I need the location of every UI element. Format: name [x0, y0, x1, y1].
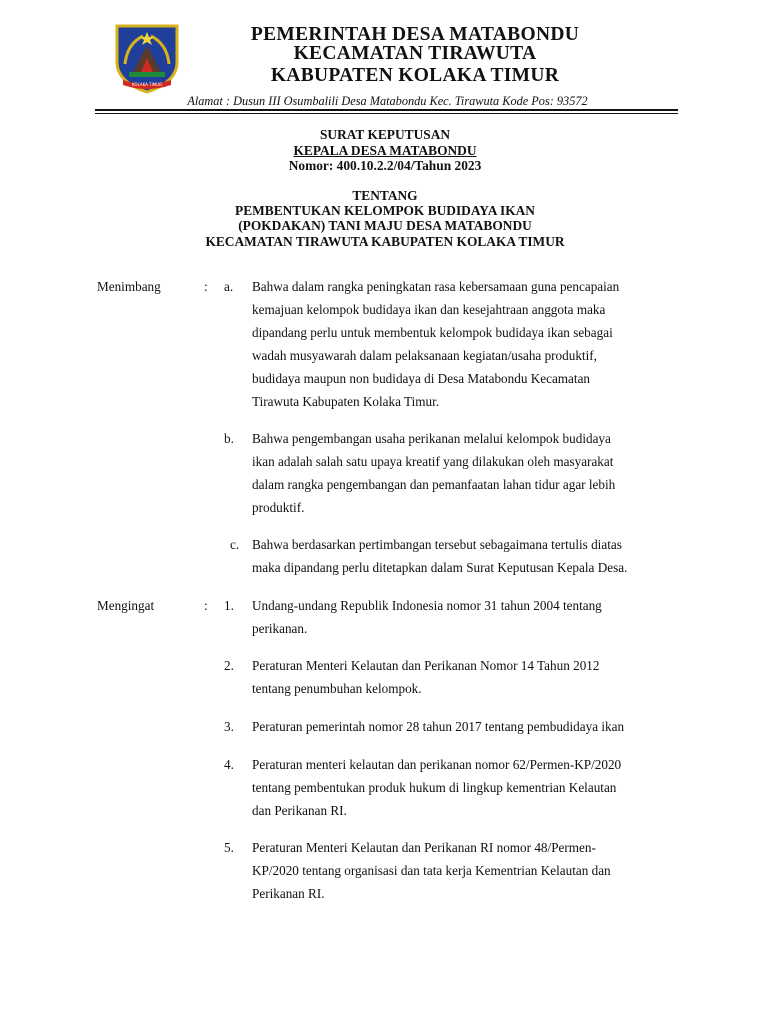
text-line: tentang pembentukan produk hukum di lingkup kementrian Kelautan [252, 780, 617, 795]
text-line: dalam rangka pengembangan dan pemanfaatan lahan tidur agar lebih [252, 477, 616, 492]
text-line: Bahwa berdasarkan pertimbangan tersebut sebagaimana tertulis diatas [252, 537, 622, 552]
decree-type: SURAT KEPUTUSAN [319, 127, 451, 142]
letterhead-regency: KABUPATEN KOLAKA TIMUR [270, 65, 560, 86]
menimbang-marker-a: a. [224, 279, 234, 294]
letterhead-address: Alamat : Dusun III Osumbalili Desa Matabondu Kec. Tirawuta Kode Pos: 93572 [187, 94, 588, 108]
text-line: budidaya maupun non budidaya di Desa Matabondu Kecamatan [252, 371, 591, 386]
text-line: Bahwa dalam rangka peningkatan rasa kebersamaan guna pencapaian [252, 279, 620, 294]
mengingat-item-1 [252, 594, 683, 640]
text-line: KP/2020 tentang organisasi dan tata kerja Kementrian Kelautan dan [252, 863, 611, 878]
text-line: Peraturan Menteri Kelautan dan Perikanan RI nomor 48/Permen- [252, 840, 596, 855]
text-line: maka dipandang perlu ditetapkan dalam Surat Keputusan Kepala Desa. [252, 560, 628, 575]
mengingat-marker-5: 5. [224, 840, 234, 855]
decree-issuer-wrap [80, 143, 690, 159]
menimbang-label: Menimbang [97, 279, 161, 294]
text-line: tentang penumbuhan kelompok. [252, 681, 422, 696]
text-line: dan Perikanan RI. [252, 803, 347, 818]
decree-issuer: KEPALA DESA MATABONDU [293, 143, 477, 158]
text-line: ikan adalah salah satu upaya kreatif yang dilakukan oleh masyarakat [252, 454, 614, 469]
decree-number: Nomor: 400.10.2.2/04/Tahun 2023 [288, 158, 482, 173]
text-line: Bahwa pengembangan usaha perikanan melalui kelompok budidaya [252, 431, 611, 446]
mengingat-marker-1: 1. [224, 598, 234, 613]
mengingat-label: Mengingat [97, 598, 155, 613]
mengingat-marker-4: 4. [224, 757, 234, 772]
text-line: Peraturan pemerintah nomor 28 tahun 2017 tentang pembudidaya ikan [252, 719, 625, 734]
mengingat-item-2 [252, 654, 683, 700]
menimbang-marker-c: c. [230, 537, 240, 552]
menimbang-item-b [252, 427, 683, 519]
mengingat-colon: : [204, 598, 208, 613]
subject-line-3: KECAMATAN TIRAWUTA KABUPATEN KOLAKA TIMUR [205, 234, 565, 249]
text-line: perikanan. [252, 621, 308, 636]
text-line: Perikanan RI. [252, 886, 325, 901]
mengingat-item-4 [252, 753, 683, 822]
text-line: kemajuan kelompok budidaya ikan dan kesejahtraan anggota maka [252, 302, 606, 317]
menimbang-item-c [252, 533, 683, 579]
text-line: Peraturan menteri kelautan dan perikanan nomor 62/Permen-KP/2020 [252, 757, 622, 772]
mengingat-item-3 [252, 715, 683, 738]
subject-line-1: PEMBENTUKAN KELOMPOK BUDIDAYA IKAN [235, 203, 535, 218]
menimbang-marker-b: b. [224, 431, 234, 446]
mengingat-marker-3: 3. [224, 719, 234, 734]
logo-ribbon-text: KOLAKA TIMUR [132, 82, 162, 87]
mengingat-item-5 [252, 836, 683, 905]
subject-line-2: (POKDAKAN) TANI MAJU DESA MATABONDU [238, 218, 532, 233]
mengingat-marker-2: 2. [224, 658, 234, 673]
text-line: Undang-undang Republik Indonesia nomor 31 tahun 2004 tentang [252, 598, 602, 613]
text-line: Peraturan Menteri Kelautan dan Perikanan Nomor 14 Tahun 2012 [252, 658, 600, 673]
text-line: wadah musyawarah dalam pelaksanaan kegiatan/usaha produktif, [252, 348, 597, 363]
text-line: dipandang perlu untuk membentuk kelompok budidaya ikan sebagai [252, 325, 613, 340]
menimbang-item-a [252, 275, 683, 413]
letterhead-district: KECAMATAN TIRAWUTA [293, 43, 537, 64]
letterhead-divider-thin [95, 113, 678, 114]
letterhead-divider [95, 109, 678, 111]
letterhead-government: PEMERINTAH DESA MATABONDU [250, 24, 580, 45]
menimbang-colon: : [204, 279, 208, 294]
text-line: produktif. [252, 500, 305, 515]
subject-tentang: TENTANG [352, 188, 418, 203]
text-line: Tirawuta Kabupaten Kolaka Timur. [252, 394, 440, 409]
